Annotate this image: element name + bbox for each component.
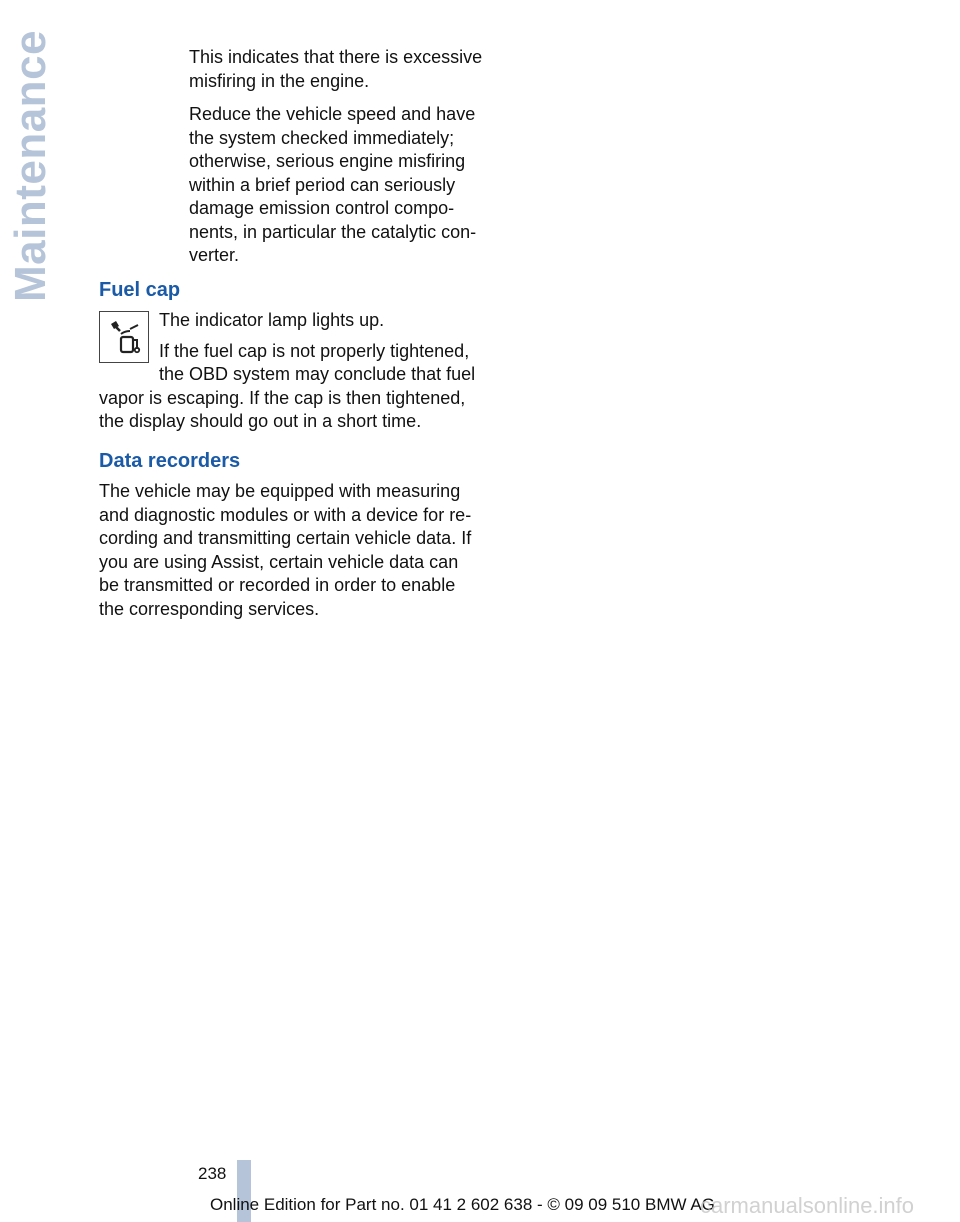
data-recorders-paragraph: The vehicle may be equipped with measuring and diagnostic modules or with a device for re-cording and transmitting certain vehicle data. If you are using Assist, certain vehicle data can be transmitted or recorded in order to enable the corresponding services. <box>99 481 472 619</box>
section-side-tab <box>6 29 56 303</box>
fuel-cap-indicator-icon <box>99 311 149 363</box>
site-watermark: carmanualsonline.info <box>700 1193 915 1218</box>
page-number: 238 <box>198 1164 227 1183</box>
section-tab-label: Maintenance <box>6 29 55 303</box>
data-recorders-block <box>99 480 481 621</box>
data-recorders-heading: Data recorders <box>99 450 241 472</box>
fuel-cap-indicator-icon-graphic <box>104 317 144 357</box>
intro-block <box>189 46 489 278</box>
fuel-cap-paragraph-2: If the fuel cap is not properly tightened, the OBD system may conclude that fuel vapor is escaping. If the cap is then tightened, the display should go out in a short time. <box>99 340 476 431</box>
intro-paragraph-1: This indicates that there is excessive misfiring in the engine. <box>189 47 483 91</box>
fuel-cap-block <box>99 309 481 441</box>
fuel-cap-paragraph-1: The indicator lamp lights up. <box>159 310 385 330</box>
edition-footer: Online Edition for Part no. 01 41 2 602 638 - © 09 09 510 BMW AG <box>210 1195 715 1214</box>
intro-paragraph-2: Reduce the vehicle speed and have the system checked immediately; otherwise, serious engine misfiring within a brief period can seriously damage emission control compo-nents, in particular the catalytic con-verter. <box>189 104 477 265</box>
fuel-cap-heading: Fuel cap <box>99 279 181 301</box>
